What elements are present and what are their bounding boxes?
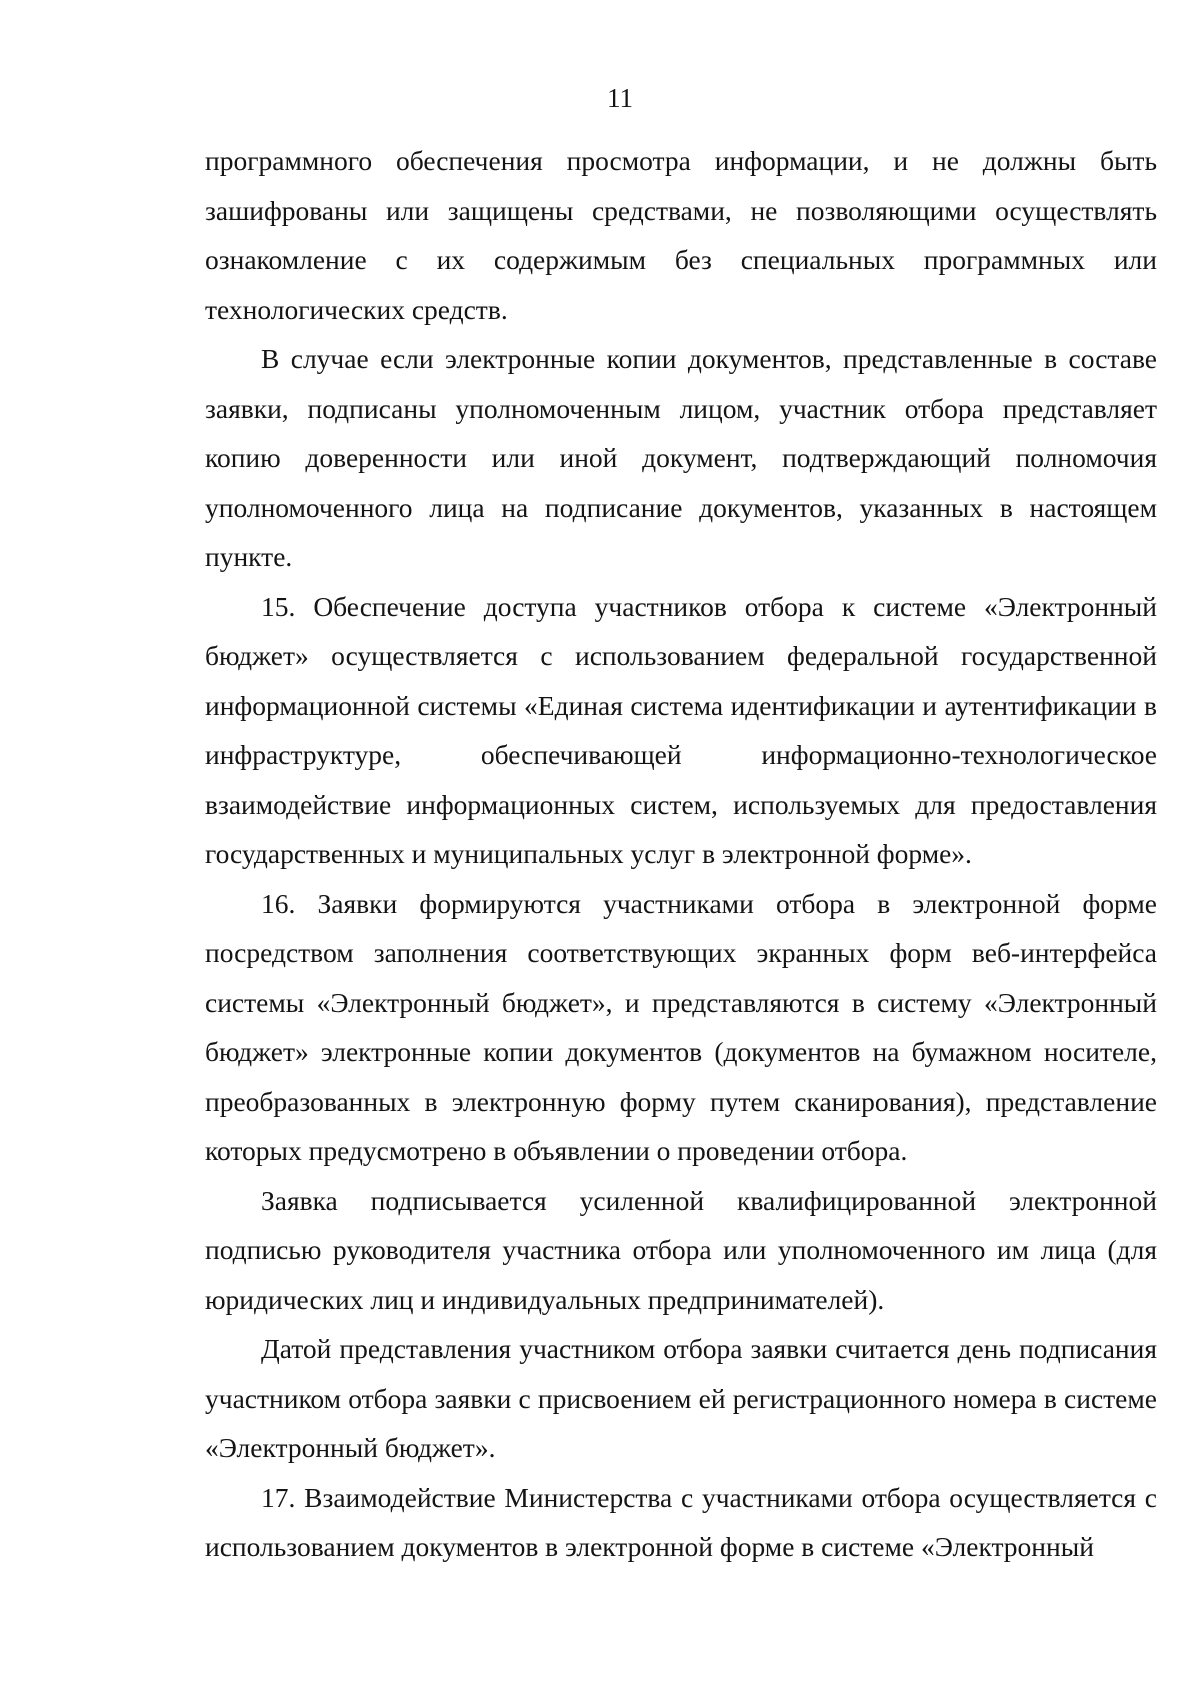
- page-number: 11: [607, 83, 633, 113]
- paragraph-signature: Заявка подписывается усиленной квалифицированной электронной подписью руководителя участника отбора или уполномоченного им лица (для юридических лиц и индивидуальных предпринимателей).: [205, 1184, 1157, 1315]
- document-body: [205, 136, 1157, 1572]
- paragraph-16-applications: 16. Заявки формируются участниками отбора в электронной форме посредством заполнения соответствующих экранных форм веб-интерфейса системы «Электронный бюджет», и представляются в систему «Электронный бюджет» электронные копии документов (документов на бумажном носителе, преобразованных в электронную форму путем сканирования), представление которых предусмотрено в объявлении о проведении отбора.: [205, 887, 1157, 1166]
- paragraph-15-access: 15. Обеспечение доступа участников отбора к системе «Электронный бюджет» осуществляется с использованием федеральной государственной информационной системы «Единая система идентификации и аутентификации в инфраструктуре, обеспечивающей информационно-технологическое взаимодействие информационных систем, используемых для предоставления государственных и муниципальных услуг в электронной форме».: [205, 590, 1157, 869]
- paragraph-submission-date: Датой представления участником отбора заявки считается день подписания участником отбора заявки с присвоением ей регистрационного номера в системе «Электронный бюджет».: [205, 1333, 1157, 1463]
- paragraph-continuation: программного обеспечения просмотра информации, и не должны быть зашифрованы или защищены средствами, не позволяющими осуществлять ознакомление с их содержимым без специальных программных или технологических средств.: [205, 145, 1157, 325]
- paragraph-17-interaction: 17. Взаимодействие Министерства с участниками отбора осуществляется с использованием документов в электронной форме в системе «Электронный: [205, 1481, 1157, 1562]
- paragraph-authorized-person: В случае если электронные копии документов, представленные в составе заявки, подписаны уполномоченным лицом, участник отбора представляет копию доверенности или иной документ, подтверждающий полномочия уполномоченного лица на подписание документов, указанных в настоящем пункте.: [205, 343, 1157, 572]
